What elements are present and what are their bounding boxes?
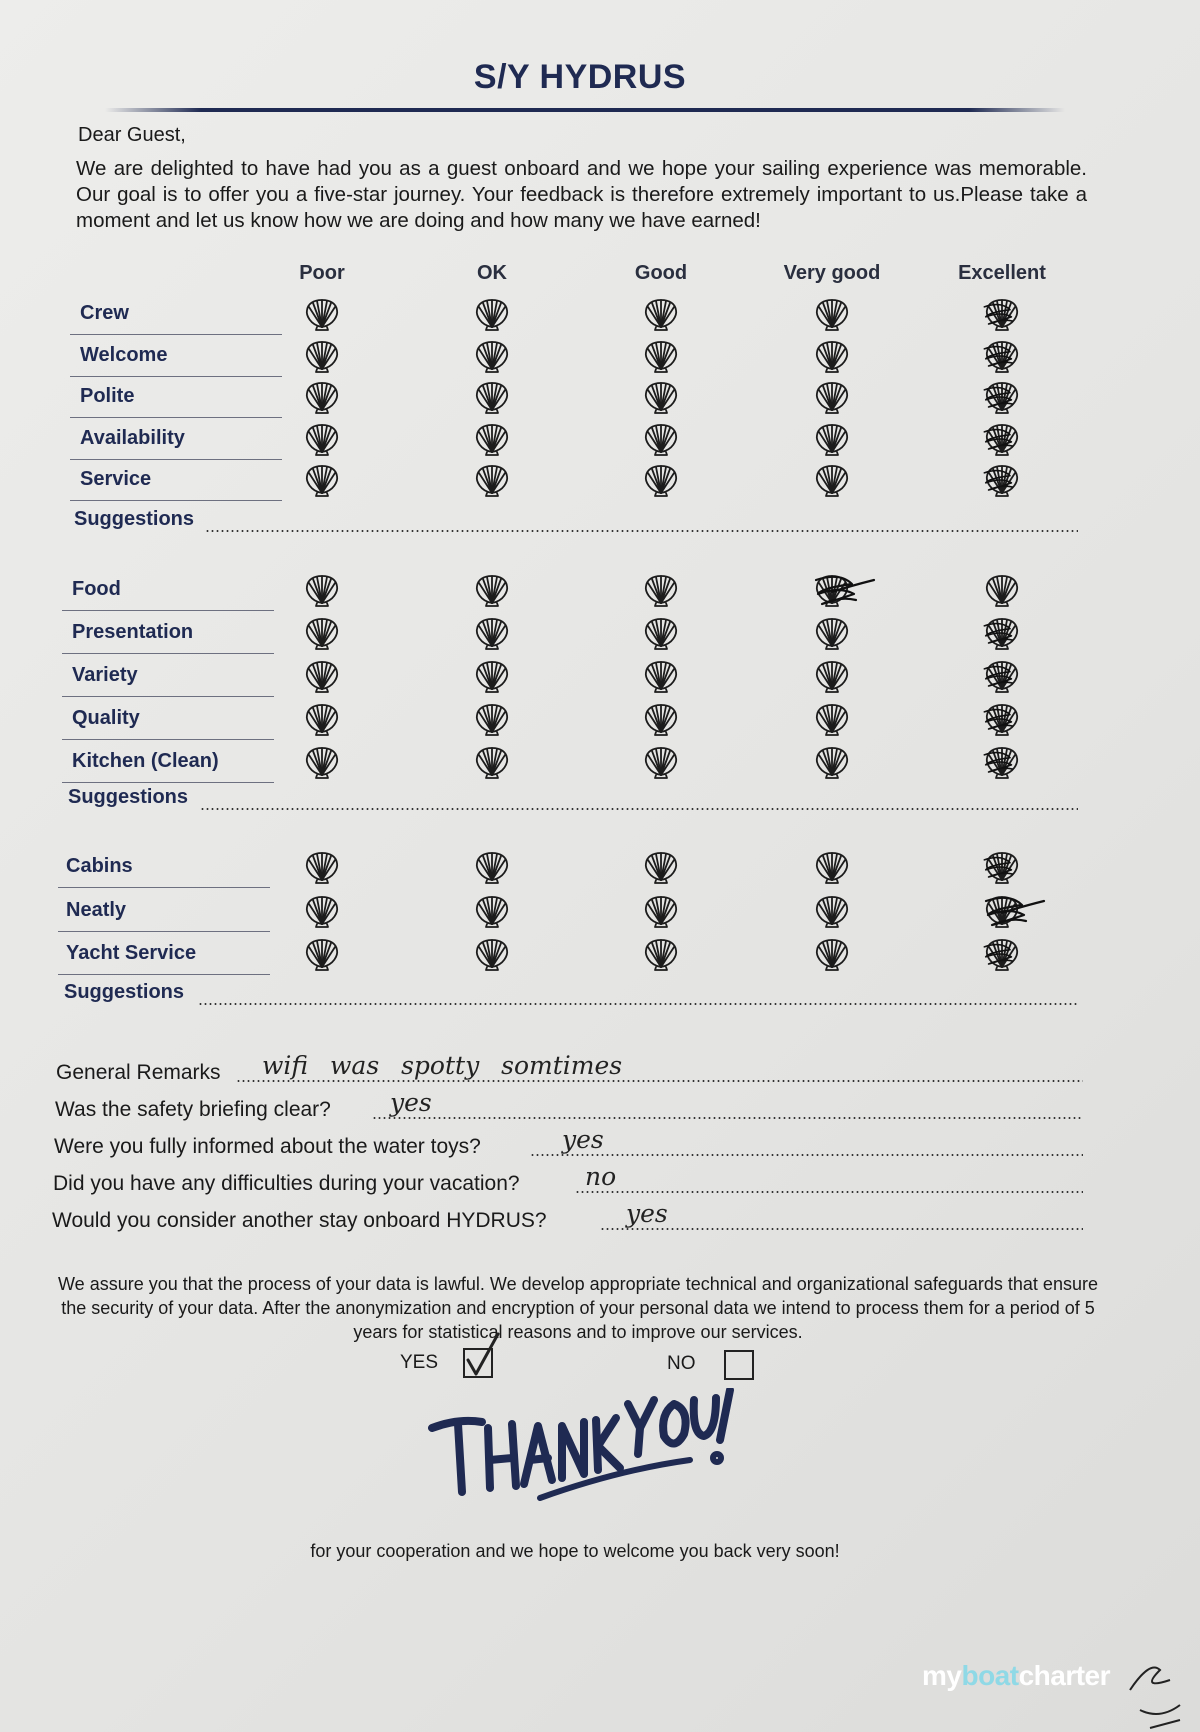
criterion-label-quality: Quality (72, 707, 140, 729)
row-divider (70, 417, 282, 418)
column-header-good: Good (634, 262, 688, 284)
scallop-shell-icon[interactable] (984, 659, 1020, 693)
consent-no-checkbox[interactable] (724, 1350, 754, 1380)
scallop-shell-icon[interactable] (643, 573, 679, 607)
criterion-label-cabins: Cabins (66, 855, 133, 877)
title-underline (105, 108, 1065, 112)
scallop-shell-icon[interactable] (474, 297, 510, 331)
column-header-ok: OK (477, 262, 507, 284)
scallop-shell-icon[interactable] (643, 616, 679, 650)
scallop-shell-icon[interactable] (643, 339, 679, 373)
thank-you-handwritten (428, 1388, 738, 1514)
greeting: Dear Guest, (78, 124, 186, 146)
scallop-shell-icon[interactable] (984, 297, 1020, 331)
question-label: Were you fully informed about the water toys? (54, 1135, 481, 1158)
row-divider (70, 500, 282, 501)
pen-mark-corner (1120, 1650, 1190, 1730)
question-label: General Remarks (56, 1061, 221, 1084)
scallop-shell-icon[interactable] (474, 422, 510, 456)
scallop-shell-icon[interactable] (643, 380, 679, 414)
question-label: Would you consider another stay onboard HYDRUS? (52, 1209, 547, 1232)
scallop-shell-icon[interactable] (643, 937, 679, 971)
criterion-label-variety: Variety (72, 664, 138, 686)
scallop-shell-icon[interactable] (304, 659, 340, 693)
answer-input-line[interactable] (575, 1191, 1083, 1193)
scallop-shell-icon[interactable] (474, 380, 510, 414)
scallop-shell-icon[interactable] (984, 339, 1020, 373)
row-divider (62, 782, 274, 783)
column-header-poor: Poor (299, 262, 345, 284)
page-title: S/Y HYDRUS (473, 58, 687, 96)
scallop-shell-icon[interactable] (814, 616, 850, 650)
scallop-shell-icon[interactable] (643, 702, 679, 736)
scallop-shell-icon[interactable] (474, 894, 510, 928)
scallop-shell-icon[interactable] (814, 422, 850, 456)
scallop-shell-icon[interactable] (814, 297, 850, 331)
scallop-shell-icon[interactable] (984, 937, 1020, 971)
criterion-label-service: Service (80, 468, 152, 490)
scallop-shell-icon[interactable] (474, 702, 510, 736)
footer-message: for your cooperation and we hope to welcome you back very soon! (310, 1541, 840, 1561)
question-label: Did you have any difficulties during your vacation? (53, 1172, 520, 1195)
criterion-label-welcome: Welcome (80, 343, 168, 366)
handwritten-answer: yes (390, 1088, 432, 1117)
scallop-shell-icon[interactable] (304, 745, 340, 779)
scallop-shell-icon[interactable] (304, 894, 340, 928)
scallop-shell-icon[interactable] (814, 659, 850, 693)
consent-no-label: NO (667, 1353, 696, 1374)
column-header-very-good: Very good (783, 262, 881, 284)
scallop-shell-icon[interactable] (984, 422, 1020, 456)
scallop-shell-icon[interactable] (814, 745, 850, 779)
row-divider (70, 334, 282, 335)
row-divider (70, 459, 282, 460)
privacy-notice: We assure you that the process of your data is lawful. We develop appropriate technical and organizational safeguards that ensure the security of your data. After the anonymization and encryption of your personal data we intend to process them for a period of 5 years for statistical reasons and to improve our services. (58, 1274, 1098, 1342)
row-divider (62, 739, 274, 740)
handwritten-answer: wifi was spotty somtimes (262, 1051, 623, 1080)
scallop-shell-icon[interactable] (474, 850, 510, 884)
handwritten-answer: no (585, 1162, 617, 1191)
scallop-shell-icon[interactable] (814, 937, 850, 971)
question-label: Was the safety briefing clear? (55, 1098, 331, 1121)
scallop-shell-icon[interactable] (474, 659, 510, 693)
watermark-middle: boat (961, 1660, 1019, 1691)
answer-input-line[interactable] (372, 1117, 1083, 1119)
scallop-shell-icon[interactable] (984, 573, 1020, 607)
handwritten-answer: yes (626, 1199, 668, 1228)
suggestions-label: Suggestions (68, 786, 189, 808)
scallop-shell-icon[interactable] (474, 616, 510, 650)
scallop-shell-icon[interactable] (474, 463, 510, 497)
scallop-shell-icon[interactable] (814, 339, 850, 373)
consent-yes-label: YES (400, 1352, 439, 1373)
suggestions-input-line[interactable] (198, 1003, 1078, 1005)
scallop-shell-icon[interactable] (814, 850, 850, 884)
answer-input-line[interactable] (600, 1228, 1083, 1230)
row-divider (62, 696, 274, 697)
scallop-shell-icon[interactable] (304, 616, 340, 650)
criterion-label-neatly: Neatly (66, 898, 127, 921)
column-header-excellent: Excellent (958, 262, 1046, 284)
watermark-logo (922, 1660, 1110, 1692)
scallop-shell-icon[interactable] (984, 745, 1020, 779)
criterion-label-kitchen-clean: Kitchen (Clean) (72, 750, 219, 772)
scallop-shell-icon[interactable] (984, 894, 1020, 928)
scallop-shell-icon[interactable] (304, 937, 340, 971)
scallop-shell-icon[interactable] (304, 463, 340, 497)
consent-yes-checkmark (462, 1330, 504, 1380)
row-divider (58, 931, 270, 932)
scallop-shell-icon[interactable] (304, 702, 340, 736)
scallop-shell-icon[interactable] (643, 297, 679, 331)
criterion-label-yacht-service: Yacht Service (66, 942, 197, 964)
row-divider (62, 653, 274, 654)
handwritten-answer: yes (562, 1125, 604, 1154)
scallop-shell-icon[interactable] (643, 850, 679, 884)
scallop-shell-icon[interactable] (474, 339, 510, 373)
row-divider (58, 974, 270, 975)
suggestions-input-line[interactable] (205, 530, 1078, 532)
scallop-shell-icon[interactable] (984, 702, 1020, 736)
scallop-shell-icon[interactable] (643, 463, 679, 497)
scallop-shell-icon[interactable] (304, 297, 340, 331)
scallop-shell-icon[interactable] (474, 745, 510, 779)
suggestions-input-line[interactable] (200, 808, 1078, 810)
scallop-shell-icon[interactable] (474, 573, 510, 607)
scallop-shell-icon[interactable] (984, 463, 1020, 497)
criterion-label-presentation: Presentation (72, 621, 194, 643)
scallop-shell-icon[interactable] (304, 339, 340, 373)
criterion-label-polite: Polite (80, 385, 135, 407)
intro-paragraph: We are delighted to have had you as a guest onboard and we hope your sailing experience was memorable. Our goal is to offer you a five-star journey. Your feedback is therefore extremely important to us.Please take a moment and let us know how we are doing and how many we have earned! (76, 157, 1087, 232)
row-divider (62, 610, 274, 611)
row-divider (70, 376, 282, 377)
criterion-label-availability: Availability (80, 426, 185, 449)
criterion-label-crew: Crew (80, 302, 129, 324)
scallop-shell-icon[interactable] (984, 616, 1020, 650)
suggestions-label: Suggestions (64, 981, 185, 1003)
answer-input-line[interactable] (236, 1080, 1083, 1082)
scallop-shell-icon[interactable] (643, 422, 679, 456)
scallop-shell-icon[interactable] (814, 380, 850, 414)
row-divider (58, 887, 270, 888)
criterion-label-food: Food (72, 578, 121, 600)
watermark-left: my (922, 1660, 962, 1691)
scallop-shell-icon[interactable] (474, 937, 510, 971)
watermark-right: charter (1018, 1660, 1111, 1691)
scallop-shell-icon[interactable] (304, 380, 340, 414)
scallop-shell-icon[interactable] (984, 380, 1020, 414)
scallop-shell-icon[interactable] (304, 850, 340, 884)
scallop-shell-icon[interactable] (814, 573, 850, 607)
answer-input-line[interactable] (530, 1154, 1083, 1156)
scallop-shell-icon[interactable] (984, 850, 1020, 884)
scallop-shell-icon[interactable] (643, 745, 679, 779)
scallop-shell-icon[interactable] (304, 573, 340, 607)
suggestions-label: Suggestions (74, 508, 195, 530)
scallop-shell-icon[interactable] (814, 894, 850, 928)
scallop-shell-icon[interactable] (643, 894, 679, 928)
scallop-shell-icon[interactable] (814, 702, 850, 736)
scallop-shell-icon[interactable] (814, 463, 850, 497)
scallop-shell-icon[interactable] (304, 422, 340, 456)
scallop-shell-icon[interactable] (643, 659, 679, 693)
